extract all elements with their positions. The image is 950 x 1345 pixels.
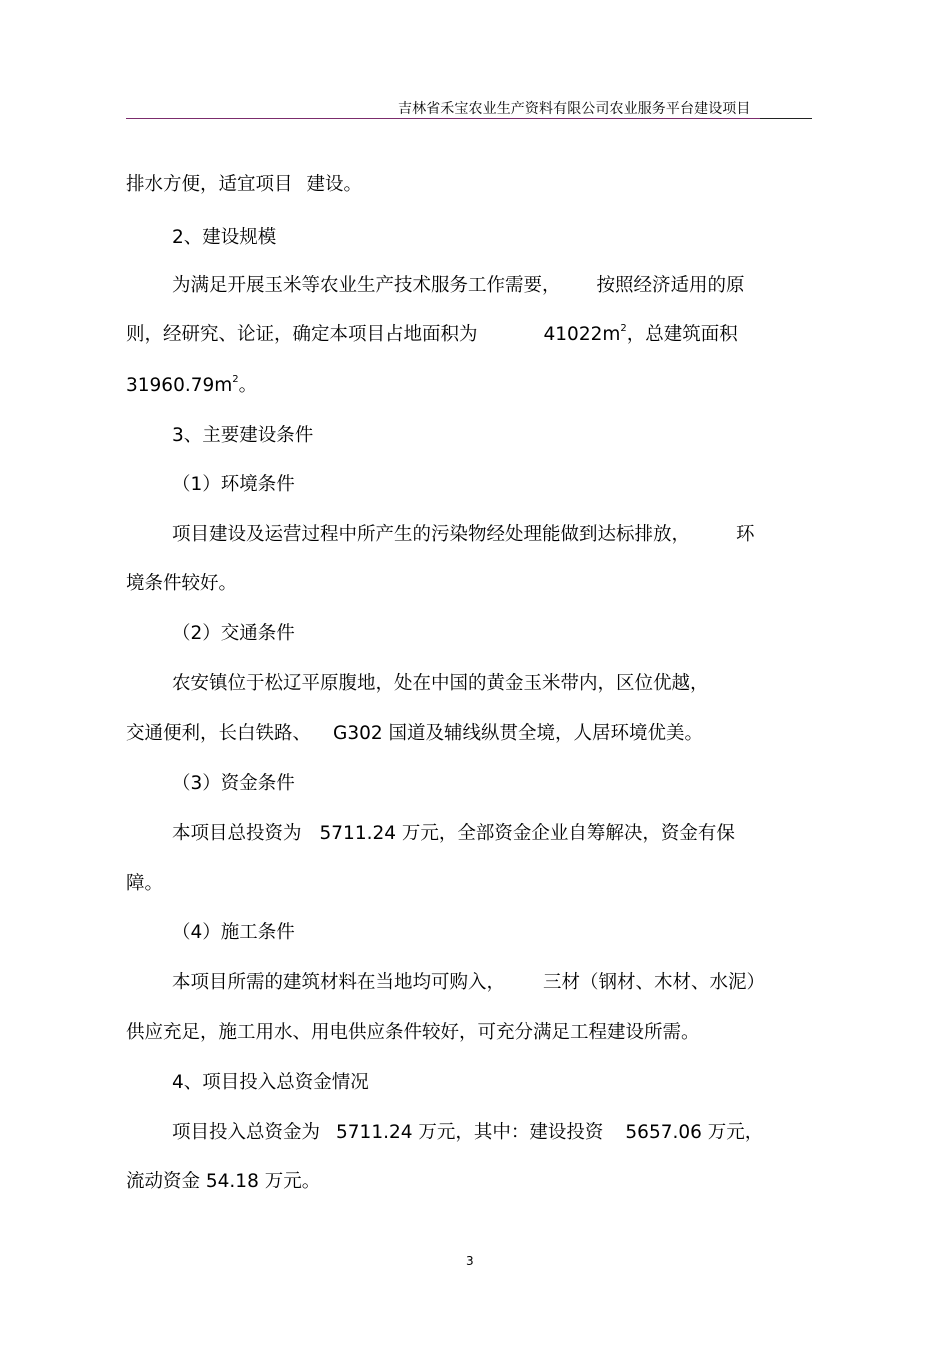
text-fragment: 三材（钢材、木材、水泥）: [543, 972, 766, 993]
subsection-heading: （2）交通条件: [172, 623, 295, 644]
text-fragment: 交通便利，长白铁路、: [126, 723, 312, 744]
running-header: 吉林省禾宝农业生产资料有限公司农业服务平台建设项目: [398, 101, 751, 117]
text-fragment: 排水方便，适宜项目: [126, 174, 293, 195]
subsection-heading: （3）资金条件: [172, 773, 295, 794]
body-line: [172, 272, 745, 300]
section-heading: 4、项目投入总资金情况: [172, 1072, 369, 1093]
body-line: [126, 321, 738, 349]
body-line: 障。: [126, 873, 164, 894]
body-line: [126, 720, 703, 748]
subsection-heading: （1）环境条件: [172, 474, 295, 495]
area-value: 41022m: [543, 324, 621, 345]
text-fragment: 为满足开展玉米等农业生产技术服务工作需要，: [172, 275, 561, 296]
body-line: [172, 820, 735, 848]
superscript: 2: [232, 373, 239, 385]
text-fragment: 本项目总投资为: [172, 823, 302, 844]
subsection-heading: （4）施工条件: [172, 922, 295, 943]
text-fragment: 5657.06 万元，: [625, 1122, 764, 1143]
body-line: 流动资金 54.18 万元。: [126, 1171, 321, 1192]
text-fragment: 5711.24 万元，全部资金企业自筹解决，资金有保: [319, 823, 735, 844]
body-line: 农安镇位于松辽平原腹地，处在中国的黄金玉米带内，区位优越，: [172, 673, 709, 694]
text-fragment: 环: [736, 524, 755, 545]
body-line: 供应充足，施工用水、用电供应条件较好，可充分满足工程建设所需。: [126, 1022, 700, 1043]
body-line: 境条件较好。: [126, 573, 238, 594]
text-fragment: 则，经研究、论证，确定本项目占地面积为: [126, 324, 478, 345]
section-heading: 2、建设规模: [172, 227, 277, 248]
text-fragment: 本项目所需的建筑材料在当地均可购入，: [172, 972, 506, 993]
text-fragment: 按照经济适用的原: [596, 275, 745, 296]
text-fragment: 项目投入总资金为: [172, 1122, 321, 1143]
body-line: [172, 521, 755, 549]
header-rule: [126, 118, 812, 119]
text-fragment: ，总建筑面积: [626, 324, 738, 345]
superscript: 2: [620, 322, 627, 334]
header-rule-end: [760, 118, 812, 119]
body-line: [126, 171, 362, 199]
body-line: [126, 372, 257, 400]
text-fragment: 。: [238, 375, 258, 396]
section-heading: 3、主要建设条件: [172, 425, 314, 446]
body-line: [172, 1119, 763, 1147]
page-number: 3: [466, 1254, 474, 1268]
text-fragment: 项目建设及运营过程中所产生的污染物经处理能做到达标排放，: [172, 524, 691, 545]
text-fragment: 5711.24 万元，其中：建设投资: [336, 1122, 604, 1143]
text-fragment: 建设。: [306, 174, 363, 195]
body-line: [172, 969, 765, 997]
text-fragment: G302 国道及辅线纵贯全境，人居环境优美。: [333, 723, 704, 744]
area-value: 31960.79m: [126, 375, 233, 396]
